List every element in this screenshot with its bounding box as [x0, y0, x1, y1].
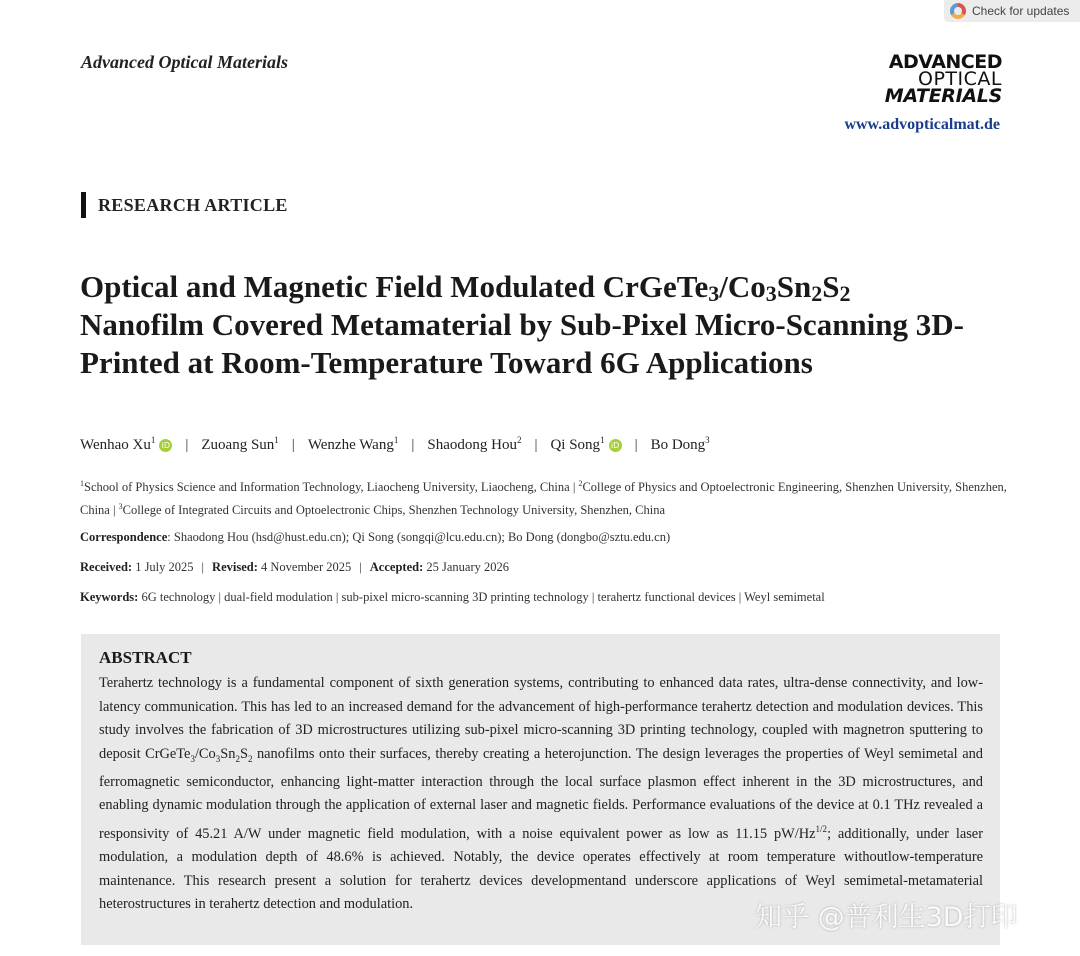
affiliations: $^1$School of Physics Science and Information Technology, Liaocheng University, Liaocheng, China | $^2$College of Physics and Optoelectronic Engineering, Shenzhen University, Shenzhen, China | $^3$College of Integrated Circuits and Optoelectronic Chips, Shenzhen Technology University, Shenzhen, China [80, 479, 1007, 518]
author[interactable]: Bo Dong$^3$ [650, 435, 710, 453]
article-dates: Received: 1 July 2025 | Revised: 4 November 2025 | Accepted: 25 January 2026 [80, 560, 509, 574]
orcid-icon[interactable]: iD [159, 439, 172, 452]
author[interactable]: Wenhao Xu$^1$iD [80, 437, 172, 453]
keywords: Keywords: 6G technology | dual-field modulation | sub-pixel micro-scanning 3D printing technology | terahertz functional devices | Weyl semimetal [80, 590, 825, 604]
correspondence: Correspondence: Shaodong Hou (hsd@hust.edu.cn); Qi Song (songqi@lcu.edu.cn); Bo Dong (dongbo@sztu.edu.cn) [80, 530, 671, 544]
article-type: RESEARCH ARTICLE [98, 195, 288, 215]
journal-website-link[interactable]: www.advopticalmat.de [844, 116, 1000, 133]
logo-line-1: ADVANCED [888, 51, 1002, 73]
article-title: Optical and Magnetic Field Modulated $CrGeTe_3/Co_3Sn_2S_2$ Nanofilm Covered Metamaterial by Sub-Pixel Micro-Scanning 3D-Printed at Room-Temperature Toward 6G Applications [80, 269, 964, 380]
author[interactable]: Shaodong Hou$^2$ [427, 435, 522, 453]
abstract-text: Terahertz technology is a fundamental component of sixth generation systems, contributing to enhanced data rates, ultra-dense connectivity, and low-latency communication. This has led to an increased demand for the advancement of high-performance terahertz detection and modulation devices. This study involves the fabrication of 3D microstructures utilizing sub-pixel micro-scanning 3D printing technology, coupled with magnetron sputtering to deposit $CrGeTe_3/Co_3Sn_2S_2$ nanofilms onto their surfaces, thereby creating a heterojunction. The design leverages the properties of Weyl semimetal and ferromagnetic semiconductor, enhancing light-matter interaction through the local surface plasmon effect inherent in the 3D microstructures, and enabling dynamic modulation through the application of external laser and magnetic fields. Performance evaluations of the device at 0.1 THz revealed a responsivity of 45.21 A/W under magnetic field modulation, with a noise equivalent power as low as 11.15 $pW/Hz^{1/2}$; additionally, under laser modulation, a modulation depth of 48.6% is achieved. Notably, the device operates effectively at room temperature withoutlow-temperature maintenance. This research present a solution for terahertz devices developmentand underscore applications of Weyl semimetal-metamaterial heterostructures in terahertz detection and modulation. [99, 675, 983, 913]
author[interactable]: Qi Song$^1$iD [550, 437, 621, 453]
abstract-heading: ABSTRACT [99, 648, 192, 667]
author-list: Wenhao Xu$^1$iD | Zuoang Sun$^1$ | Wenzhe Wang$^1$ | Shaodong Hou$^2$ | Qi Song$^1$iD | Bo Dong$^3$ [80, 435, 710, 453]
watermark: 知乎 @普利生3D打印 [755, 902, 1018, 933]
article-type-bar [81, 192, 86, 218]
check-updates-label: Check for updates [972, 4, 1070, 18]
author[interactable]: Wenzhe Wang$^1$ [307, 435, 399, 453]
logo-line-2: OPTICAL [918, 68, 1002, 90]
check-for-updates-button[interactable] [944, 0, 1080, 22]
logo-line-3: MATERIALS [884, 85, 1002, 107]
journal-logo [850, 51, 1002, 107]
author[interactable]: Zuoang Sun$^1$ [201, 435, 279, 453]
journal-name: Advanced Optical Materials [81, 52, 288, 72]
orcid-icon[interactable]: iD [609, 439, 622, 452]
check-updates-icon [950, 3, 966, 19]
